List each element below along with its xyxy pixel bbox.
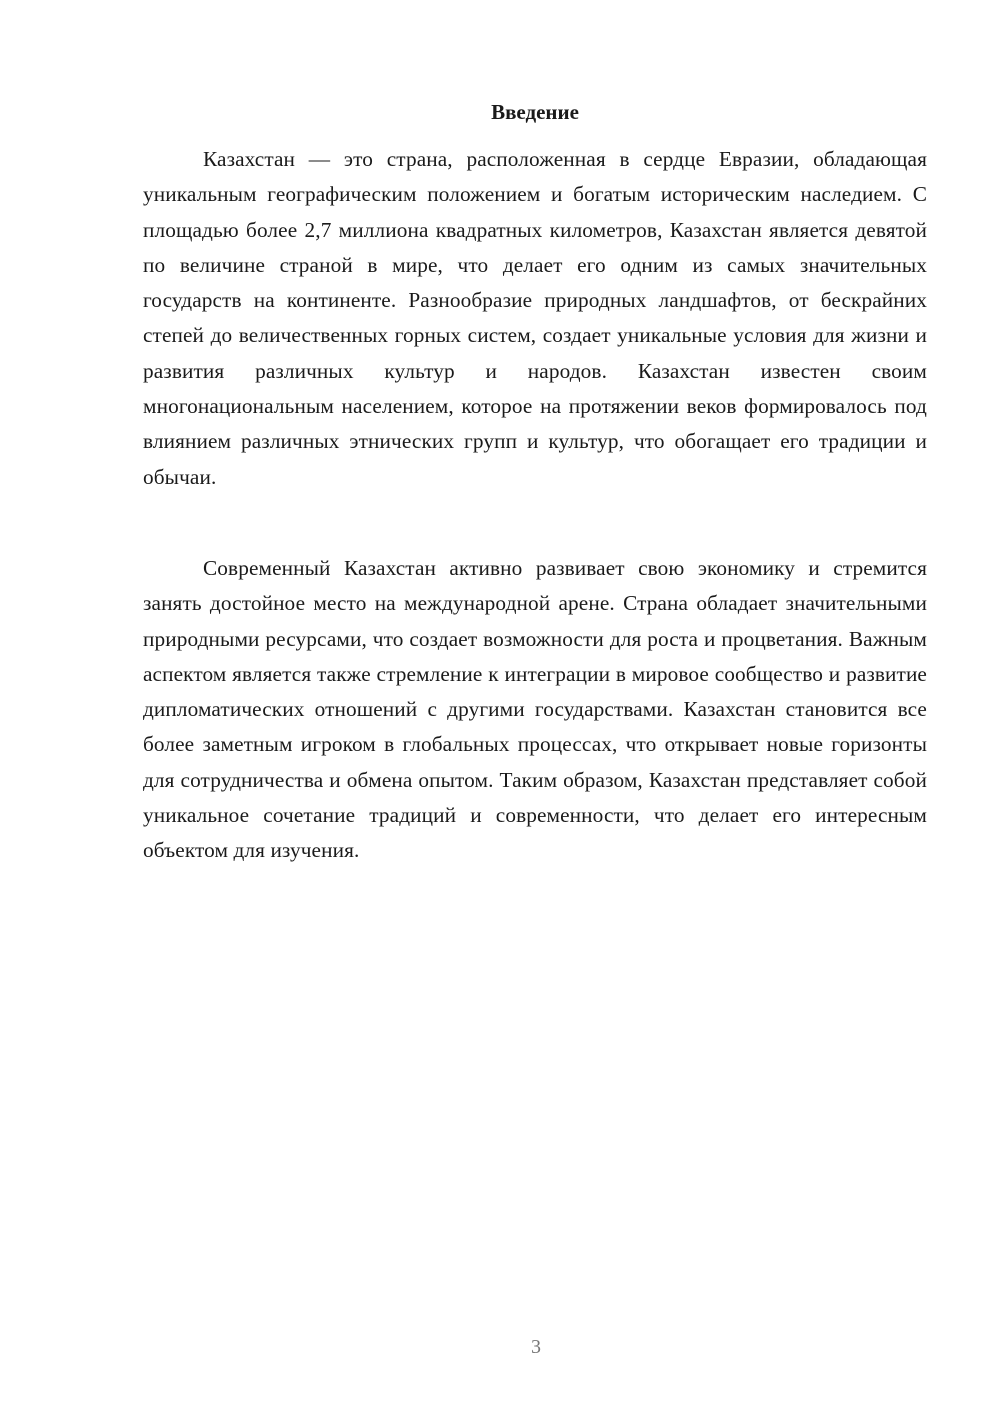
page-number: 3 bbox=[531, 1336, 541, 1358]
page-title: Введение bbox=[491, 100, 579, 124]
paragraph-introduction: Казахстан — это страна, расположенная в сердце Евразии, обладающая уникальным географическим положением и богатым историческим наследием. С площадью более 2,7 миллиона квадратных километров, Казахстан является девятой по величине страной в мире, что делает его одним из самых значительных государств на континенте. Разнообразие природных ландшафтов, от бескрайних степей до величественных горных систем, создает уникальные условия для жизни и развития различных культур и народов. Казахстан известен своим многонациональным населением, которое на протяжении веков формировалось под влиянием различных этнических групп и культур, что обогащает его традиции и обычаи. bbox=[143, 147, 927, 489]
paragraph-modern-kazakhstan: Современный Казахстан активно развивает свою экономику и стремится занять достойное место на международной арене. Страна обладает значительными природными ресурсами, что создает возможности для роста и процветания. Важным аспектом является также стремление к интеграции в мировое сообщество и развитие дипломатических отношений с другими государствами. Казахстан становится все более заметным игроком в глобальных процессах, что открывает новые горизонты для сотрудничества и обмена опытом. Таким образом, Казахстан представляет собой уникальное сочетание традиций и современности, что делает его интересным объектом для изучения. bbox=[143, 556, 927, 863]
